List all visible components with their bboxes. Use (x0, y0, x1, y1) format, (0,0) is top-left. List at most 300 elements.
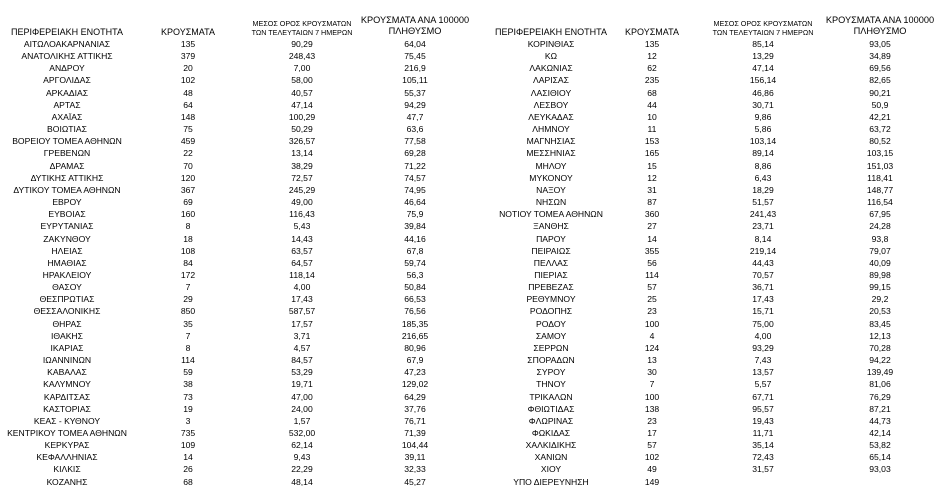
table-row (470, 208, 941, 220)
cell-cases: 850 (180, 306, 196, 317)
cell-avg-7-days: 9,86 (754, 111, 772, 122)
cell-region: ΜΕΣΣΗΝΙΑΣ (526, 148, 576, 159)
cell-cases: 102 (180, 75, 196, 86)
cell-region: ΕΥΡΥΤΑΝΙΑΣ (40, 221, 94, 232)
right-table-header (470, 0, 941, 38)
cell-cases: 57 (647, 282, 657, 293)
cell-cases-per-100000: 81,06 (869, 379, 891, 390)
cell-cases-per-100000: 34,89 (869, 51, 891, 62)
table-row (0, 330, 470, 342)
cell-region: ΠΕΙΡΑΙΩΣ (531, 245, 571, 256)
cell-region: ΝΑΞΟΥ (536, 184, 566, 195)
cell-avg-7-days: 89,14 (752, 148, 774, 159)
cell-avg-7-days: 46,86 (752, 87, 774, 98)
cell-cases-per-100000: 44,73 (869, 415, 891, 426)
cell-cases: 135 (180, 39, 196, 49)
cell-avg-7-days: 47,14 (291, 99, 313, 110)
cell-cases: 138 (644, 403, 660, 414)
cell-cases-per-100000: 87,21 (869, 403, 891, 414)
table-row (470, 476, 941, 488)
cell-avg-7-days: 7,43 (754, 355, 772, 366)
cell-cases: 30 (647, 367, 657, 378)
cell-region: ΠΡΕΒΕΖΑΣ (528, 282, 574, 293)
cell-cases-per-100000: 80,96 (404, 342, 426, 353)
cell-cases-per-100000: 90,21 (869, 87, 891, 98)
cell-cases: 379 (180, 51, 196, 62)
cell-region: ΑΝΑΤΟΛΙΚΗΣ ΑΤΤΙΚΗΣ (21, 51, 113, 62)
cell-cases-per-100000: 76,71 (404, 415, 426, 426)
cell-cases: 4 (649, 330, 655, 341)
table-row (0, 366, 470, 378)
cell-avg-7-days: 84,57 (291, 355, 313, 366)
cell-region: ΚΕΝΤΡΙΚΟΥ ΤΟΜΕΑ ΑΘΗΝΩΝ (7, 428, 127, 438)
table-row (470, 354, 941, 366)
cell-cases-per-100000: 45,27 (404, 476, 426, 487)
table-row (0, 38, 470, 50)
cell-avg-7-days: 7,00 (293, 63, 311, 74)
cell-cases-per-100000: 67,8 (406, 245, 424, 256)
cell-avg-7-days: 19,71 (291, 379, 313, 390)
cell-region: ΘΕΣΣΑΛΟΝΙΚΗΣ (33, 306, 101, 317)
cell-avg-7-days: 587,57 (288, 306, 316, 317)
cell-cases-per-100000: 50,84 (404, 282, 426, 293)
cell-avg-7-days: 95,57 (752, 403, 774, 414)
cell-region: ΧΑΛΚΙΔΙΚΗΣ (525, 440, 577, 451)
cell-cases-per-100000: 103,15 (866, 148, 894, 159)
cell-cases: 100 (644, 391, 660, 402)
cell-avg-7-days: 326,57 (288, 136, 316, 147)
table-row (0, 99, 470, 111)
cell-cases-per-100000: 46,64 (404, 197, 426, 208)
cell-avg-7-days: 4,00 (754, 330, 772, 341)
cell-cases-per-100000: 24,28 (869, 221, 891, 232)
cell-cases-per-100000: 89,98 (869, 269, 891, 280)
cell-cases: 27 (647, 221, 657, 232)
cell-cases: 26 (183, 464, 193, 475)
table-row (0, 87, 470, 99)
table-row (0, 74, 470, 86)
cell-region: ΡΕΘΥΜΝΟΥ (526, 294, 576, 305)
table-row (0, 257, 470, 269)
cell-avg-7-days: 5,57 (754, 379, 772, 390)
cell-cases-per-100000: 66,53 (404, 294, 426, 305)
cell-cases: 7 (185, 282, 191, 293)
cell-cases-per-100000: 139,49 (866, 367, 894, 378)
cell-cases: 56 (647, 257, 657, 268)
header-region: ΠΕΡΙΦΕΡΕΙΑΚΗ ΕΝΟΤΗΤΑ (494, 27, 608, 37)
cell-avg-7-days: 72,57 (291, 172, 313, 183)
cell-region: ΑΡΓΟΛΙΔΑΣ (43, 75, 91, 86)
cell-cases-per-100000: 74,57 (404, 172, 426, 183)
table-row (470, 403, 941, 415)
cell-cases-per-100000: 64,04 (404, 39, 426, 49)
cell-cases: 124 (644, 342, 660, 353)
cell-cases: 20 (183, 63, 193, 74)
cell-region: ΠΕΛΛΑΣ (533, 257, 569, 268)
cell-cases-per-100000: 80,52 (869, 136, 891, 147)
cell-region: ΝΗΣΩΝ (535, 197, 567, 208)
table-row (470, 62, 941, 74)
cell-cases-per-100000: 59,74 (404, 257, 426, 268)
header-cases: ΚΡΟΥΣΜΑΤΑ (625, 27, 679, 37)
cell-region: ΗΛΕΙΑΣ (51, 245, 83, 256)
cell-cases: 8 (185, 221, 191, 232)
cell-avg-7-days: 85,14 (752, 39, 774, 49)
table-row (0, 391, 470, 403)
cell-cases: 102 (644, 452, 660, 463)
cell-cases: 23 (647, 415, 657, 426)
cell-avg-7-days: 51,57 (752, 197, 774, 208)
left-table-header (0, 0, 470, 38)
cell-region: ΜΑΓΝΗΣΙΑΣ (526, 136, 576, 147)
cell-cases: 87 (647, 197, 657, 208)
cell-avg-7-days: 49,00 (291, 197, 313, 208)
cell-cases: 59 (183, 367, 193, 378)
cell-cases: 22 (183, 148, 193, 159)
cell-cases: 10 (647, 111, 657, 122)
cell-cases-per-100000: 216,9 (404, 63, 426, 74)
cell-cases-per-100000: 69,56 (869, 63, 891, 74)
cell-cases-per-100000: 67,9 (406, 355, 424, 366)
cell-avg-7-days: 31,57 (752, 464, 774, 475)
cell-cases-per-100000: 12,13 (869, 330, 891, 341)
table-row (470, 135, 941, 147)
cell-avg-7-days: 72,43 (752, 452, 774, 463)
cell-avg-7-days: 24,00 (291, 403, 313, 414)
cell-cases: 14 (647, 233, 657, 244)
cell-cases: 62 (647, 63, 657, 74)
cell-cases: 64 (183, 99, 193, 110)
cell-cases-per-100000: 55,37 (404, 87, 426, 98)
table-row (470, 123, 941, 135)
cell-cases: 23 (647, 306, 657, 317)
table-row (470, 330, 941, 342)
table-row (470, 366, 941, 378)
cell-cases-per-100000: 37,76 (404, 403, 426, 414)
table-row (0, 196, 470, 208)
cell-region: ΦΘΙΩΤΙΔΑΣ (527, 403, 575, 414)
cell-region: ΙΚΑΡΙΑΣ (50, 342, 84, 353)
cell-avg-7-days: 63,57 (291, 245, 313, 256)
cell-region: ΔΥΤΙΚΟΥ ΤΟΜΕΑ ΑΘΗΝΩΝ (13, 184, 121, 195)
cell-cases: 149 (644, 476, 660, 487)
table-row (0, 293, 470, 305)
cell-cases-per-100000: 65,14 (869, 452, 891, 463)
cell-cases-per-100000: 47,23 (404, 367, 426, 378)
table-row (470, 87, 941, 99)
cell-cases: 355 (644, 245, 660, 256)
cell-region: ΜΗΛΟΥ (535, 160, 567, 171)
cell-cases: 49 (647, 464, 657, 475)
table-row (0, 233, 470, 245)
cell-avg-7-days: 47,00 (291, 391, 313, 402)
table-row (0, 342, 470, 354)
cell-region: ΒΟΙΩΤΙΑΣ (47, 124, 87, 135)
table-row (0, 439, 470, 451)
cell-avg-7-days: 17,43 (752, 294, 774, 305)
table-row (0, 378, 470, 390)
cell-avg-7-days: 248,43 (288, 51, 316, 62)
table-row (0, 305, 470, 317)
cell-cases: 160 (180, 209, 196, 220)
header-cases-per-100000: ΚΡΟΥΣΜΑΤΑ ΑΝΑ 100000 ΠΛΗΘΥΣΜΟ (360, 15, 470, 36)
cell-cases-per-100000: 42,21 (869, 111, 891, 122)
cell-region: ΚΟΡΙΝΘΙΑΣ (527, 39, 575, 49)
cell-cases: 48 (183, 87, 193, 98)
table-row (470, 463, 941, 475)
table-row (470, 74, 941, 86)
cell-avg-7-days: 13,57 (752, 367, 774, 378)
cell-region: ΘΕΣΠΡΩΤΙΑΣ (39, 294, 95, 305)
cell-cases: 153 (644, 136, 660, 147)
table-row (470, 99, 941, 111)
cell-avg-7-days: 103,14 (749, 136, 777, 147)
cell-cases: 15 (647, 160, 657, 171)
cell-cases-per-100000: 148,77 (866, 184, 894, 195)
table-row (470, 415, 941, 427)
table-row (470, 378, 941, 390)
header-region: ΠΕΡΙΦΕΡΕΙΑΚΗ ΕΝΟΤΗΤΑ (10, 27, 124, 37)
table-row (470, 147, 941, 159)
cell-region: ΑΝΔΡΟΥ (49, 63, 85, 74)
cell-region: ΚΙΛΚΙΣ (53, 464, 81, 475)
cell-avg-7-days: 64,57 (291, 257, 313, 268)
cell-region: ΗΜΑΘΙΑΣ (47, 257, 87, 268)
table-row (470, 318, 941, 330)
table-row (0, 50, 470, 62)
cell-region: ΛΑΣΙΘΙΟΥ (530, 87, 572, 98)
cell-region: ΛΑΡΙΣΑΣ (533, 75, 569, 86)
cell-cases: 135 (644, 39, 660, 49)
cell-cases-per-100000: 47,7 (406, 111, 424, 122)
cell-cases: 7 (185, 330, 191, 341)
table-row (470, 196, 941, 208)
table-row (470, 293, 941, 305)
cell-cases: 7 (649, 379, 655, 390)
cell-cases-per-100000: 83,45 (869, 318, 891, 329)
cell-avg-7-days: 17,43 (291, 294, 313, 305)
cell-region: ΞΑΝΘΗΣ (533, 221, 569, 232)
table-row (470, 233, 941, 245)
cell-region: ΚΑΒΑΛΑΣ (47, 367, 87, 378)
table-row (0, 415, 470, 427)
table-row (0, 476, 470, 488)
cell-region: ΕΒΡΟΥ (52, 197, 82, 208)
cell-region: ΛΕΥΚΑΔΑΣ (528, 111, 574, 122)
cell-cases: 109 (180, 440, 196, 451)
cell-cases-per-100000: 20,53 (869, 306, 891, 317)
cell-region: ΝΟΤΙΟΥ ΤΟΜΕΑ ΑΘΗΝΩΝ (499, 209, 603, 220)
cell-cases-per-100000: 42,14 (869, 428, 891, 438)
cell-avg-7-days: 50,29 (291, 124, 313, 135)
cell-cases-per-100000: 216,65 (401, 330, 429, 341)
cell-cases-per-100000: 32,33 (404, 464, 426, 475)
cell-region: ΚΩ (544, 51, 558, 62)
cell-region: ΚΕΦΑΛΛΗΝΙΑΣ (36, 452, 98, 463)
table-row (470, 220, 941, 232)
cell-cases: 148 (180, 111, 196, 122)
cell-avg-7-days: 8,86 (754, 160, 772, 171)
table-row (0, 281, 470, 293)
cell-region: ΔΥΤΙΚΗΣ ΑΤΤΙΚΗΣ (30, 172, 104, 183)
cell-cases-per-100000: 53,82 (869, 440, 891, 451)
cell-region: ΔΡΑΜΑΣ (49, 160, 85, 171)
cell-avg-7-days: 118,14 (289, 269, 315, 280)
table-row (470, 245, 941, 257)
cell-cases-per-100000: 39,84 (404, 221, 426, 232)
cell-cases: 38 (183, 379, 193, 390)
cell-cases-per-100000: 104,44 (401, 440, 429, 451)
cell-region: ΤΗΝΟΥ (536, 379, 566, 390)
cell-cases: 25 (647, 294, 657, 305)
cell-cases-per-100000: 63,72 (869, 124, 891, 135)
cell-region: ΡΟΔΟΠΗΣ (529, 306, 573, 317)
table-row (470, 305, 941, 317)
header-cases-per-100000: ΚΡΟΥΣΜΑΤΑ ΑΝΑ 100000 ΠΛΗΘΥΣΜΟ (825, 15, 935, 36)
cell-avg-7-days: 9,43 (293, 452, 311, 463)
cell-avg-7-days: 14,43 (291, 233, 313, 244)
cell-avg-7-days: 90,29 (291, 39, 313, 49)
table-row (470, 427, 941, 439)
cell-avg-7-days: 532,00 (288, 428, 316, 438)
cell-cases-per-100000: 118,41 (867, 172, 893, 183)
table-row (0, 451, 470, 463)
right-table (470, 0, 941, 495)
cell-region: ΚΟΖΑΝΗΣ (46, 476, 88, 487)
table-row (470, 50, 941, 62)
cell-cases-per-100000: 50,9 (871, 99, 889, 110)
cell-cases-per-100000: 93,05 (869, 39, 891, 49)
cell-avg-7-days: 19,43 (752, 415, 774, 426)
cell-cases: 29 (183, 294, 193, 305)
table-row (470, 257, 941, 269)
table-row (470, 160, 941, 172)
table-row (0, 427, 470, 439)
table-row (0, 403, 470, 415)
cell-region: ΘΑΣΟΥ (52, 282, 82, 293)
cell-region: ΚΑΛΥΜΝΟΥ (43, 379, 91, 390)
cell-avg-7-days: 5,43 (293, 221, 311, 232)
cell-region: ΑΙΤΩΛΟΑΚΑΡΝΑΝΙΑΣ (23, 39, 111, 49)
cell-cases: 8 (185, 342, 191, 353)
cell-region: ΦΛΩΡΙΝΑΣ (528, 415, 574, 426)
cell-region: ΘΗΡΑΣ (52, 318, 82, 329)
cell-region: ΛΕΣΒΟΥ (533, 99, 569, 110)
cell-cases: 108 (180, 245, 196, 256)
cell-cases-per-100000: 151,03 (866, 160, 894, 171)
cell-cases-per-100000: 67,95 (869, 209, 891, 220)
cell-avg-7-days: 48,14 (291, 476, 313, 487)
cell-cases-per-100000: 29,2 (871, 294, 889, 305)
cell-avg-7-days: 38,29 (291, 160, 313, 171)
cell-cases: 31 (647, 184, 657, 195)
cell-cases: 17 (647, 428, 657, 438)
cell-avg-7-days: 5,86 (754, 124, 772, 135)
cell-cases-per-100000: 77,58 (404, 136, 426, 147)
cell-region: ΣΠΟΡΑΔΩΝ (527, 355, 575, 366)
cell-avg-7-days: 40,57 (291, 87, 313, 98)
left-table-body (0, 38, 470, 488)
table-row (0, 62, 470, 74)
cell-cases: 100 (644, 318, 660, 329)
cell-cases-per-100000: 93,8 (871, 233, 889, 244)
cell-cases-per-100000: 44,16 (404, 233, 426, 244)
cell-avg-7-days: 18,29 (752, 184, 774, 195)
cell-avg-7-days: 116,43 (289, 209, 315, 220)
cell-region: ΙΩΑΝΝΙΝΩΝ (42, 355, 92, 366)
table-row (0, 354, 470, 366)
cell-cases: 235 (644, 75, 660, 86)
cell-region: ΑΡΤΑΣ (53, 99, 81, 110)
cell-cases: 12 (647, 172, 657, 183)
cell-avg-7-days: 23,71 (752, 221, 774, 232)
cell-cases: 459 (180, 136, 196, 147)
cell-avg-7-days: 241,43 (749, 209, 777, 220)
cell-cases-per-100000: 71,22 (404, 160, 426, 171)
cell-region: ΧΑΝΙΩΝ (534, 452, 568, 463)
cell-cases: 11 (647, 124, 657, 135)
cell-cases-per-100000: 116,54 (867, 197, 893, 208)
cell-avg-7-days: 3,71 (293, 330, 311, 341)
table-row (0, 135, 470, 147)
cell-region: ΧΙΟΥ (540, 464, 562, 475)
cell-cases-per-100000: 82,65 (869, 75, 891, 86)
table-row (470, 439, 941, 451)
cell-cases-per-100000: 94,29 (404, 99, 426, 110)
cell-cases: 18 (183, 233, 193, 244)
cell-cases: 68 (647, 87, 657, 98)
table-row (0, 111, 470, 123)
cell-region: ΙΘΑΚΗΣ (51, 330, 83, 341)
header-avg-7-days: ΜΕΣΟΣ ΟΡΟΣ ΚΡΟΥΣΜΑΤΩΝ ΤΩΝ ΤΕΛΕΥΤΑΙΩΝ 7 ΗΜΕΡΩΝ (712, 19, 814, 37)
cell-region: ΛΑΚΩΝΙΑΣ (529, 63, 573, 74)
cell-avg-7-days: 8,14 (754, 233, 772, 244)
cell-region: ΦΩΚΙΔΑΣ (531, 428, 571, 438)
cell-cases-per-100000: 105,11 (402, 75, 428, 86)
cell-region: ΥΠΟ ΔΙΕΡΕΥΝΗΣΗ (513, 476, 589, 487)
cell-region: ΑΧΑΪΑΣ (51, 111, 83, 122)
cell-avg-7-days: 58,00 (291, 75, 313, 86)
cell-cases-per-100000: 64,29 (404, 391, 426, 402)
table-row (0, 160, 470, 172)
cell-avg-7-days: 22,29 (291, 464, 313, 475)
cell-region: ΕΥΒΟΙΑΣ (48, 209, 86, 220)
table-row (0, 269, 470, 281)
header-avg-7-days: ΜΕΣΟΣ ΟΡΟΣ ΚΡΟΥΣΜΑΤΩΝ ΤΩΝ ΤΕΛΕΥΤΑΙΩΝ 7 ΗΜΕΡΩΝ (251, 19, 353, 37)
cell-region: ΣΥΡΟΥ (536, 367, 566, 378)
cell-cases: 14 (183, 452, 193, 463)
cell-region: ΗΡΑΚΛΕΙΟΥ (42, 269, 92, 280)
cell-cases: 114 (645, 269, 659, 280)
cell-avg-7-days: 13,29 (752, 51, 774, 62)
cell-region: ΓΡΕΒΕΝΩΝ (43, 148, 91, 159)
cell-cases-per-100000: 185,35 (401, 318, 429, 329)
cell-avg-7-days: 70,57 (752, 269, 774, 280)
cell-region: ΣΑΜΟΥ (535, 330, 567, 341)
cell-region: ΑΡΚΑΔΙΑΣ (45, 87, 89, 98)
cell-region: ΚΑΡΔΙΤΣΑΣ (43, 391, 91, 402)
cell-avg-7-days: 4,00 (293, 282, 311, 293)
cell-region: ΡΟΔΟΥ (536, 318, 566, 329)
cell-cases: 19 (183, 403, 193, 414)
cell-avg-7-days: 6,43 (754, 172, 772, 183)
cell-cases: 73 (183, 391, 193, 402)
table-row (0, 172, 470, 184)
cell-avg-7-days: 15,71 (752, 306, 774, 317)
cell-cases-per-100000: 93,03 (869, 464, 891, 475)
right-table-body (470, 38, 941, 488)
cell-avg-7-days: 1,57 (293, 415, 311, 426)
